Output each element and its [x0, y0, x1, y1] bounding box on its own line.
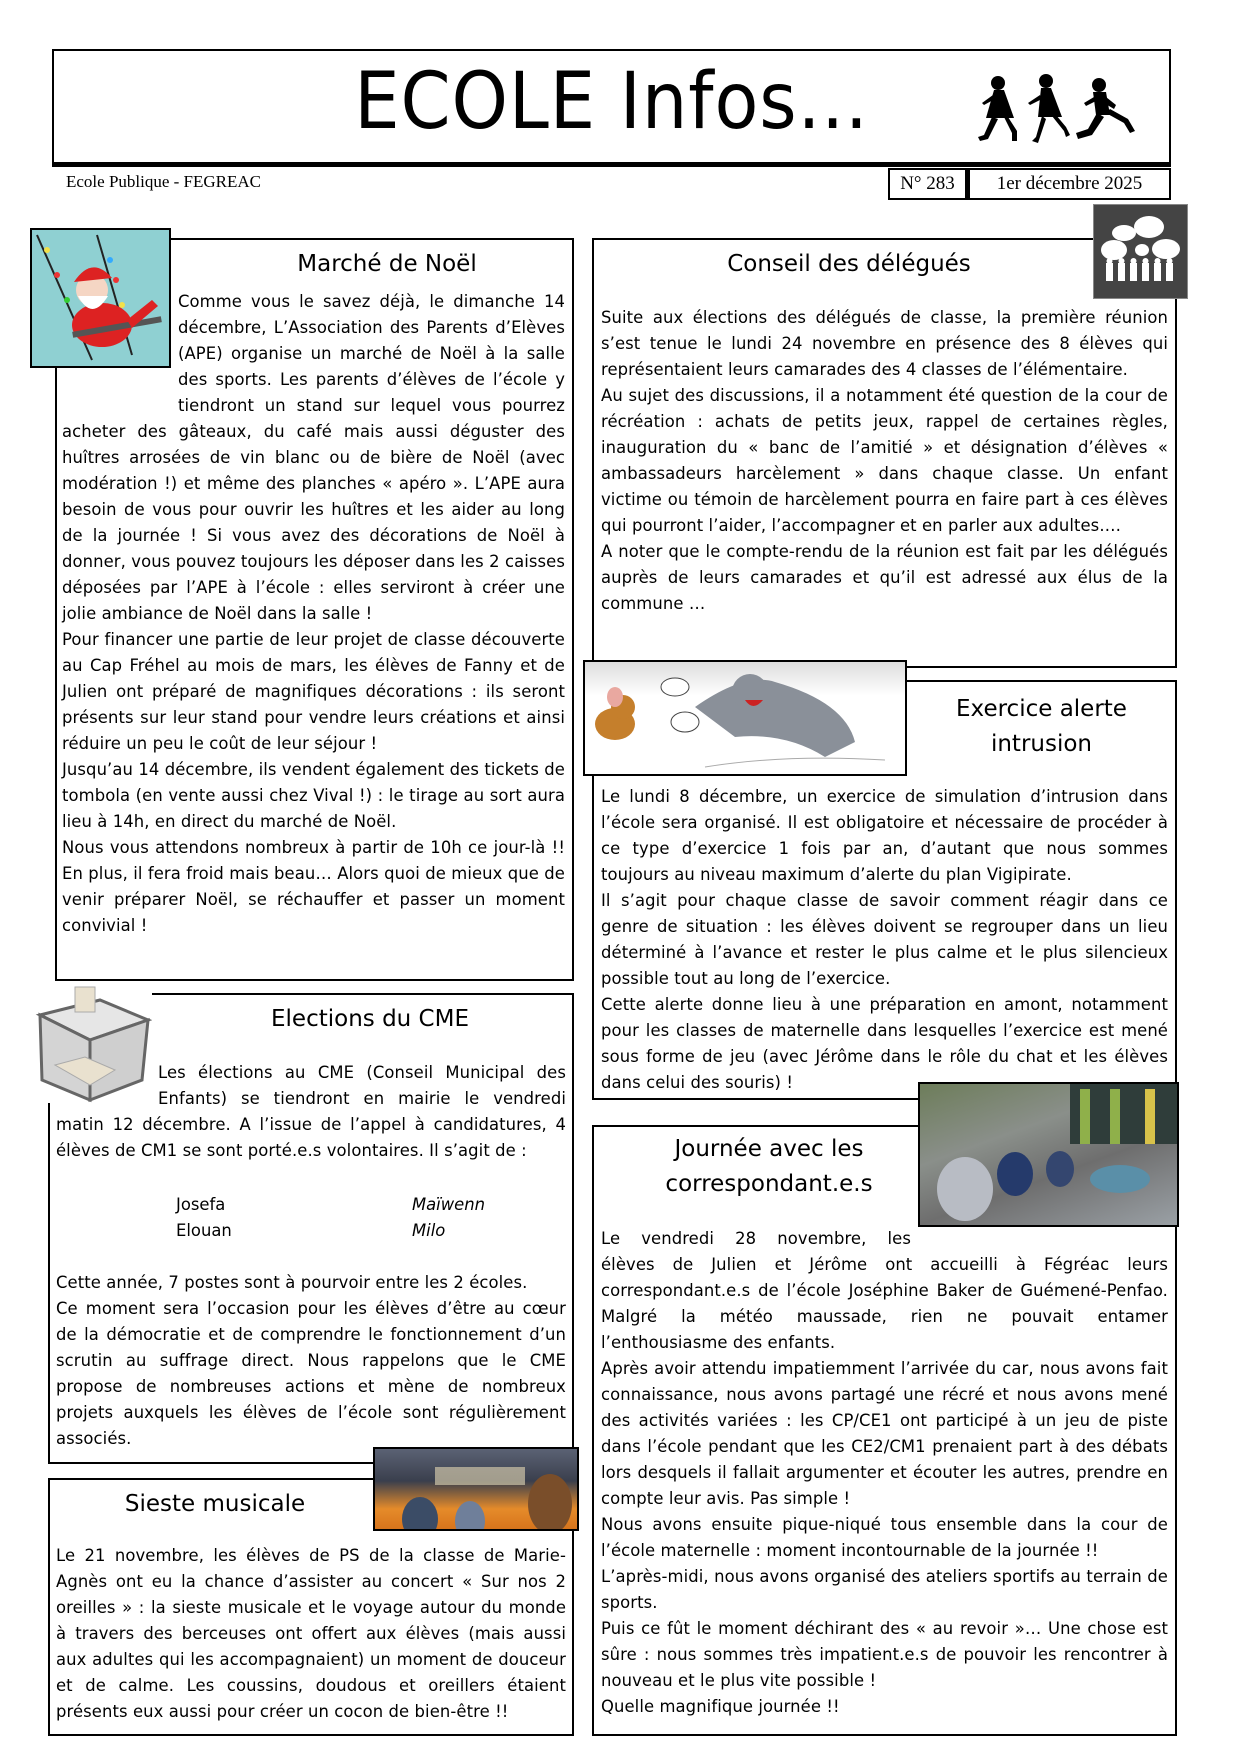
children-picnic-photo: [918, 1082, 1179, 1227]
santa-on-swing-image: [30, 228, 171, 368]
ballot-box-image: [30, 985, 152, 1103]
paragraph: Après avoir attendu impatiemment l’arrivée du car, nous avons fait connaissance, nous avons partagé une récré et nous avons mené des activités variées : les CP/CE1 ont participé à un jeu de piste dans l’école pendant que les CE2/CM1 prenaient part à des débats lors desquels il fallait argumenter et écouter les autres, prendre en compte leur avis. Pas simple !: [601, 1359, 1168, 1508]
group-discussion-glyph: [1094, 205, 1187, 298]
article-body: [56, 1543, 566, 1725]
paragraph: Au sujet des discussions, il a notamment été question de la cour de récréation : achats de petits jeux, rappel de certaines règles, inauguration du « banc de l’amitié » et désignation d’élèves « ambassadeurs harcèlement » dans chaque classe. Un enfant victime ou témoin de harcèlement pourra en faire part à ces élèves qui pourront l’aider, l’accompagner et en parler aux adultes.…: [601, 386, 1168, 535]
paragraph: Le lundi 8 décembre, un exercice de simulation d’intrusion dans l’école sera organisé. Il est obligatoire et nécessaire de procéder à ce type d’exercice 1 fois par an, d’autant que nous sommes toujours au niveau maximum d’alerte du plan Vigipirate.: [601, 787, 1168, 884]
issue-date: 1er décembre 2025: [967, 168, 1171, 200]
concert-photo-content: [375, 1449, 577, 1529]
paragraph: Cette alerte donne lieu à une préparation en amont, notamment pour les classes de maternelle dans lesquelles l’exercice est mené sous forme de jeu (avec Jérôme dans le rôle du chat et les élèves dans celui des souris) !: [601, 995, 1168, 1092]
title-line: correspondant.e.s: [665, 1171, 873, 1197]
paragraph: A noter que le compte-rendu de la réunion est fait par les délégués auprès de leurs camarades et qu’il est adressé aux élus de la commune …: [601, 542, 1168, 613]
candidate-name: Josefa: [176, 1195, 226, 1214]
paragraph: L’après-midi, nous avons organisé des ateliers sportifs au terrain de sports.: [601, 1567, 1168, 1612]
article-title: Elections du CME: [271, 1006, 469, 1032]
speech-bubbles-group-icon: [1093, 204, 1188, 299]
article-body: [601, 1226, 1168, 1720]
paragraph: Les élections au CME (Conseil Municipal des Enfants) se tiendront en mairie le vendredi matin 12 décembre. A l’issue de l’appel à candidatures, 4 élèves de CM1 se sont porté.e.s volontaires. Il s’agit de :: [56, 1063, 566, 1160]
paragraph-lead: Le vendredi 28 novembre, les: [601, 1229, 911, 1248]
cat-chasing-mouse-cartoon-image: [583, 660, 907, 776]
paragraph: élèves de Julien et Jérôme ont accueilli à Fégréac leurs correspondant.e.s de l’école Joséphine Baker de Guémené-Penfao. Malgré la météo maussade, rien ne pouvait entamer l’enthousiasme des enfants.: [601, 1255, 1168, 1352]
candidate-name: Elouan: [176, 1221, 232, 1240]
santa-illustration: [32, 230, 169, 366]
title-line: Exercice alerte: [956, 696, 1127, 722]
paragraph: Nous vous attendons nombreux à partir de 10h ce jour-là !! En plus, il fera froid mais beau… Alors quoi de mieux que de venir préparer Noël, se réchauffer et passer un moment convivial !: [62, 838, 565, 935]
issue-number: N° 283: [888, 168, 967, 200]
article-body: [601, 305, 1168, 617]
school-name: Ecole Publique - FEGREAC: [66, 172, 262, 191]
article-title: Conseil des délégués: [727, 251, 971, 277]
paragraph: Comme vous le savez déjà, le dimanche 14 décembre, L’Association des Parents d’Elèves (APE) organise un marché de Noël à la salle des sports. Les parents d’élèves de l’école y tiendront un stand sur lequel vous pourrez acheter des gâteaux, du café mais aussi déguster des huîtres arrosées de vin blanc ou de bière de Noël (avec modération !) et même des planches « apéro ». L’APE aura besoin de vous pour ouvrir les huîtres et les aider au long de la journée ! Si vous avez des décorations de Noël à donner, vous pouvez toujours les déposer dans les 2 caisses déposées par l’APE à l’école : elles serviront à créer une jolie ambiance de Noël dans la salle !: [62, 292, 565, 623]
ballot-box-illustration: [30, 985, 152, 1103]
paragraph: Quelle magnifique journée !!: [601, 1697, 840, 1716]
cartoon-illustration: [585, 662, 905, 774]
paragraph: Cette année, 7 postes sont à pourvoir entre les 2 écoles.: [56, 1273, 528, 1292]
article-body: [601, 784, 1168, 1096]
paragraph: Il s’agit pour chaque classe de savoir comment réagir dans ce genre de situation : les élèves doivent se regrouper dans un lieu déterminé à l’avance et rester le plus calme et le plus silencieux possible tout au long de l’exercice.: [601, 891, 1168, 988]
article-conseil-des-delegues: [592, 238, 1177, 668]
article-body: [56, 1270, 566, 1452]
article-title: Sieste musicale: [124, 1491, 306, 1517]
paragraph: Nous avons ensuite pique-niqué tous ensemble dans la cour de l’école maternelle : moment incontournable de la journée !!: [601, 1515, 1168, 1560]
paragraph: Ce moment sera l’occasion pour les élèves d’être au cœur de la démocratie et de comprendre le fonctionnement d’un scrutin au suffrage direct. Nous rappelons que le CME propose de nombreuses actions et mène de nombreux projets auxquels les élèves de l’école sont régulièrement associés.: [56, 1299, 566, 1448]
title-line: Journée avec les: [674, 1136, 864, 1162]
concert-photo: [373, 1447, 579, 1531]
paragraph: Pour financer une partie de leur projet de classe découverte au Cap Fréhel au mois de mars, les élèves de Fanny et de Julien ont préparé de magnifiques décorations : ils seront présents sur leur stand pour vendre leurs créations et ainsi réduire un peu le coût de leur séjour !: [62, 630, 565, 753]
running-children-icon: [976, 73, 1141, 149]
article-title: [614, 1132, 924, 1202]
paragraph: Le 21 novembre, les élèves de PS de la classe de Marie-Agnès ont eu la chance d’assister au concert « Sur nos 2 oreilles » : la sieste musicale et le voyage autour du monde à travers des berceuses ont offert aux élèves (mais aussi aux adultes qui les accompagnaient) un moment de douceur et de calme. Les coussins, doudous et oreillers étaient présents eux aussi pour créer un cocon de bien-être !!: [56, 1546, 566, 1721]
candidate-name: Milo: [412, 1221, 446, 1240]
candidate-name: Maïwenn: [412, 1195, 486, 1214]
title-line: intrusion: [990, 731, 1093, 757]
paragraph: Suite aux élections des délégués de classe, la première réunion s’est tenue le lundi 24 novembre en présence des 8 élèves qui représentaient leurs camarades des 4 classes de l’élémentaire.: [601, 308, 1168, 379]
article-title: [914, 692, 1169, 762]
picnic-photo-content: [920, 1084, 1177, 1225]
article-title: Marché de Noël: [297, 251, 477, 277]
masthead: [52, 49, 1171, 164]
article-body: [62, 289, 565, 939]
paragraph: Puis ce fût le moment déchirant des « au revoir »… Une chose est sûre : nous sommes très impatient.e.s de pouvoir les rencontrer à nouveau et le plus vite possible !: [601, 1619, 1168, 1690]
newsletter-title: ECOLE Infos...: [354, 57, 869, 147]
paragraph: Jusqu’au 14 décembre, ils vendent également des tickets de tombola (en vente aussi chez Vival !) : le tirage au sort aura lieu à 14h, en direct du marché de Noël.: [62, 760, 565, 831]
